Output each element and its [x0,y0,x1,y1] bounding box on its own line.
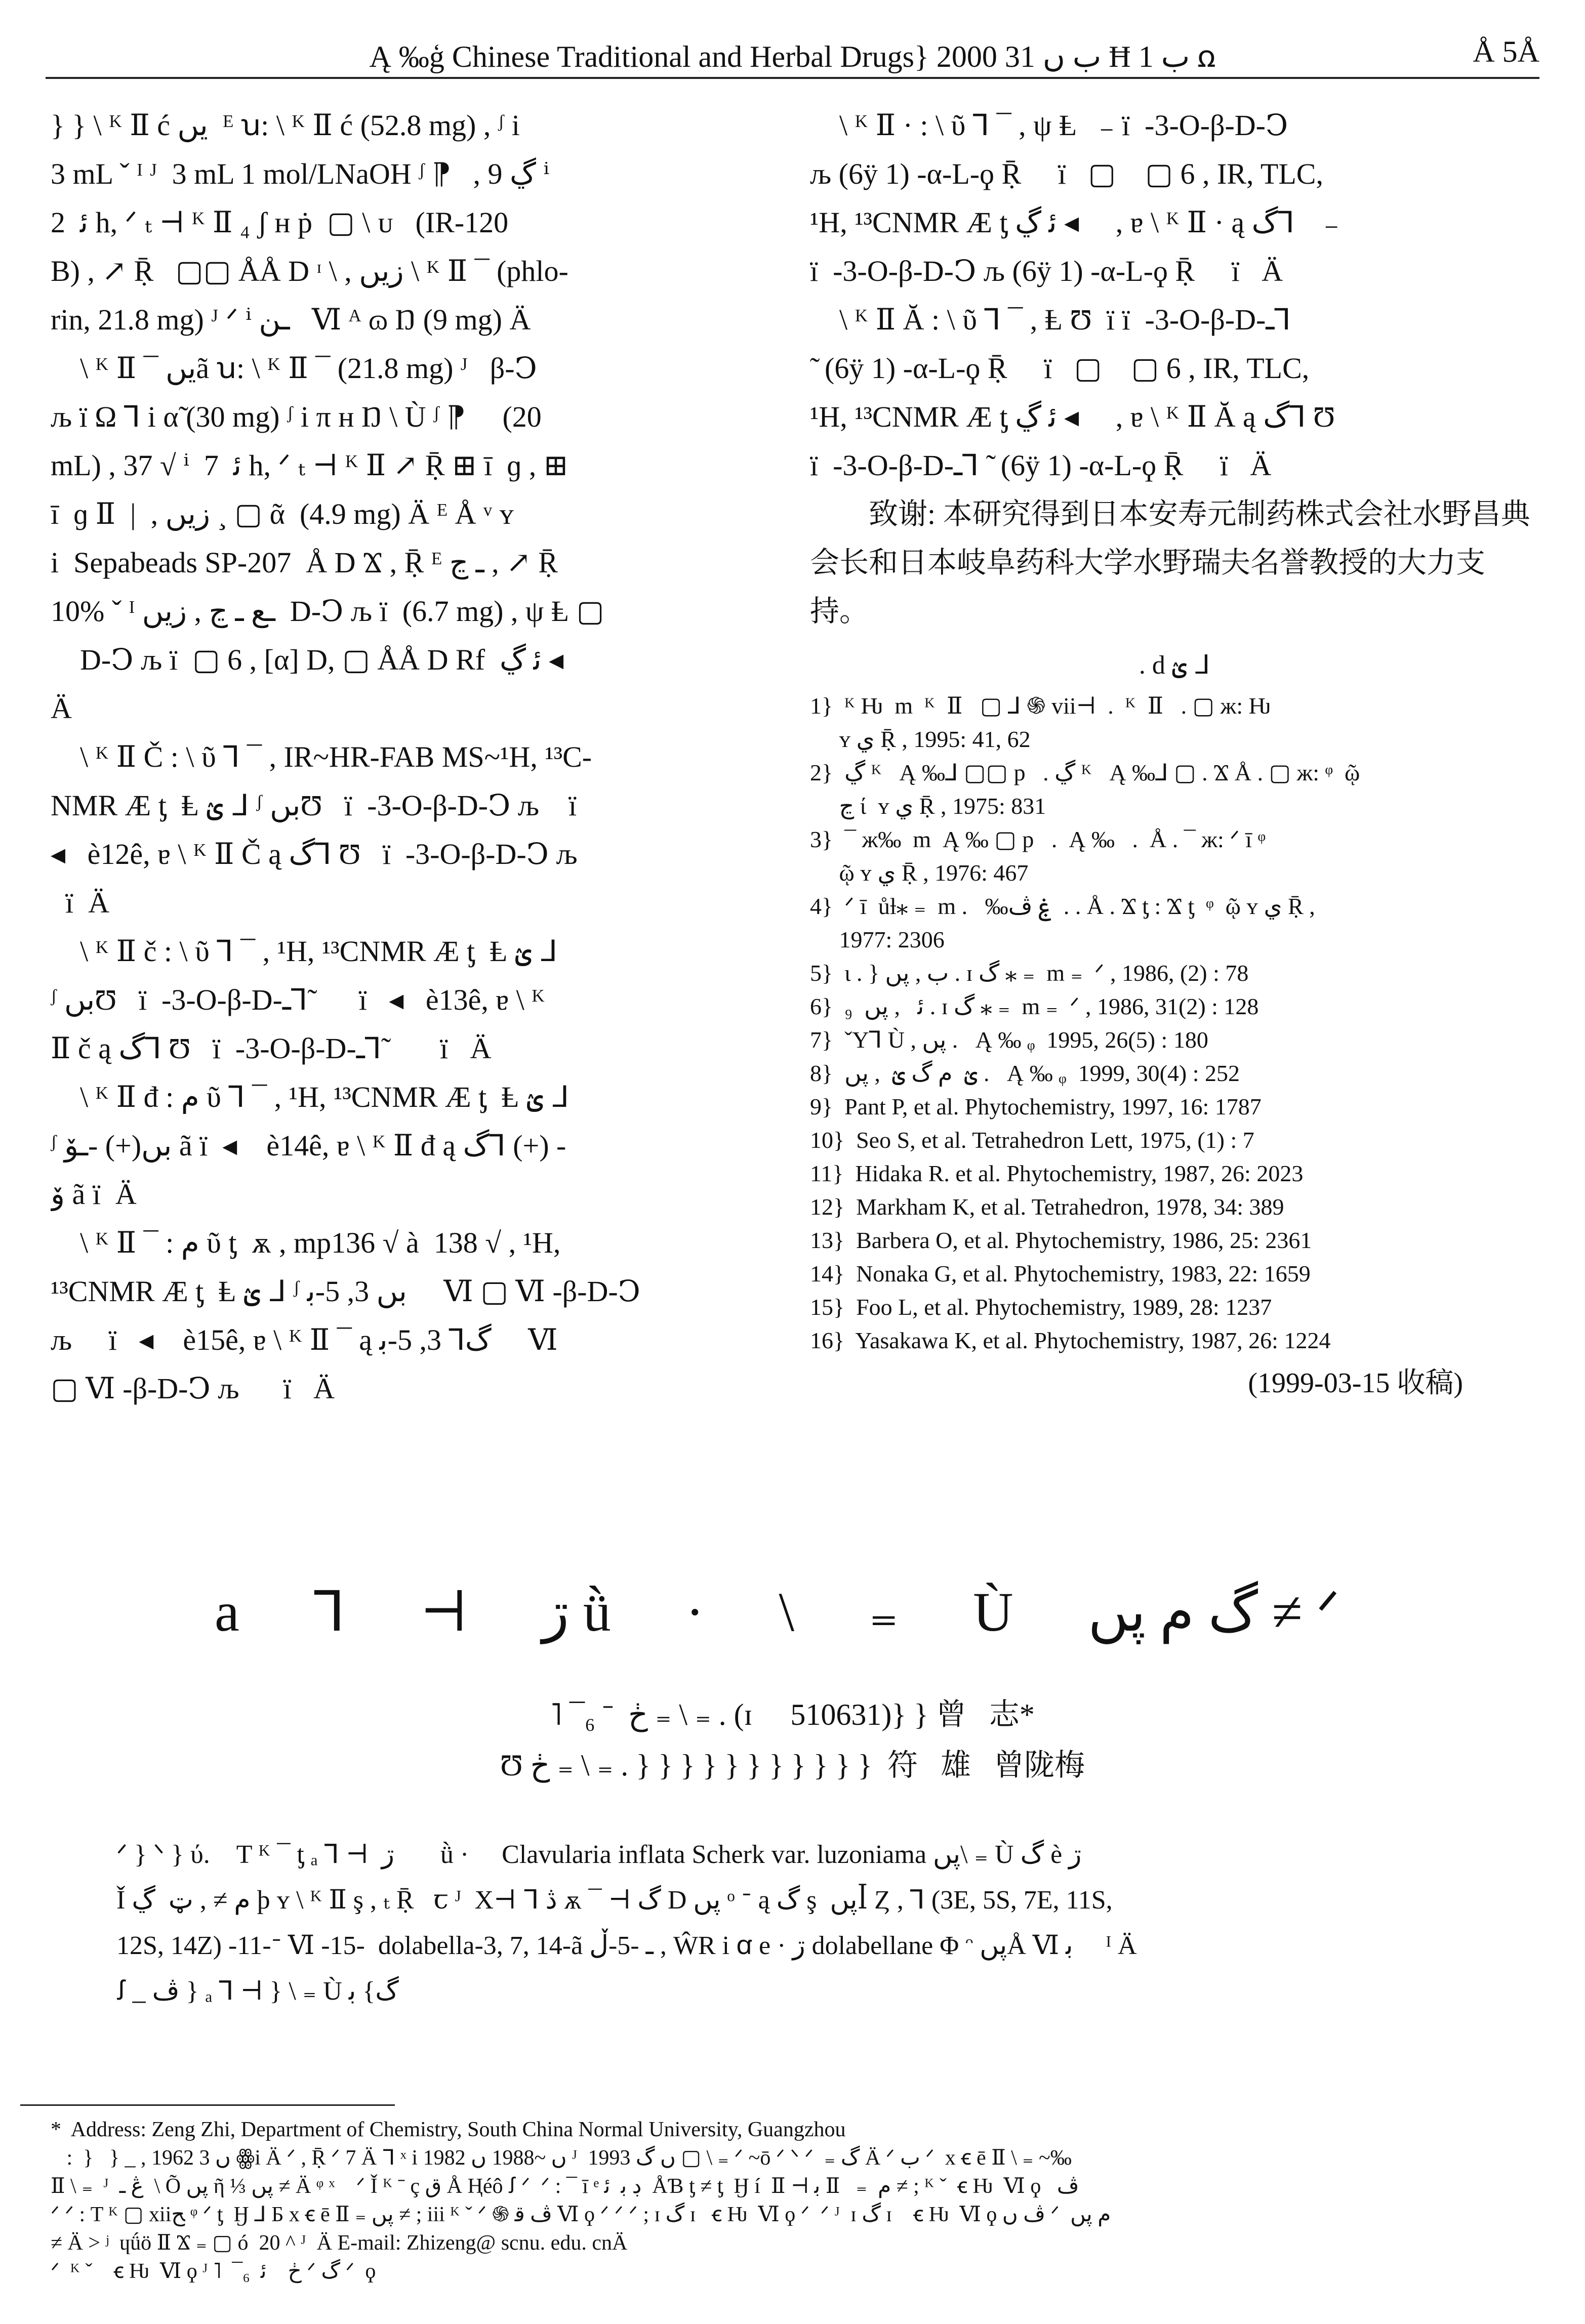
text-line: 3 mL ˇ ᴵ ᴶ 3 mL 1 mol/LNaOH ᶴ ⁋ , 9 ڲ ⁱ [51,157,550,190]
reference-item: 7} ˇY⅂ Ù , پں . Ą ‰ ᵩ 1995, 26(5) : 180 [810,1027,1208,1053]
text-line: \ ᴷ Ⅱ đ : م ῦ ⅂ ¯ , ¹H, ¹³CNMR Æ ƫ Ⱡ ؽ ᒧ [51,1081,570,1113]
acknowledgment-text: 致谢: 本研究得到日本安寿元制药株式会社水野昌典会长和日本岐阜药科大学水野瑞夫名誉教授的大力支持。 [810,497,1530,628]
reference-item: 13} Barbera O, et al. Phytochemistry, 1986, 25: 2361 [810,1227,1312,1253]
acknowledgment [810,490,1539,636]
footnote-line: ≠ Ä ˃ ʲ ɥǘö Ⅱ Ϫ ₌ ▢ ó 20 ^ ᴶ Ä E-mail: Zhizeng@ scnu. edu. cnÄ [51,2231,628,2255]
text-line: љ (6ÿ 1) -α-L-ϙ Ṝ ï ▢ ▢ 6 , IR, TLC, [810,157,1323,190]
references-heading: . d ؽ ᒧ [1139,651,1210,680]
reference-item: ῷ ʏ ي Ṝ , 1976: 467 [810,860,1029,886]
received-date: (1999-03-15 收稿) [1248,1367,1463,1399]
text-line: \ ᴷ Ⅱ ¯ یںã ꭒ: \ ᴷ Ⅱ ¯ (21.8 mg) ᴶ β-Ↄ [51,352,537,385]
footnote-line: : } } _ , 1962 ں 3 ꙮi Ä ᐟ , Ṝ ᐟ 7 Ä ᒣ ˣ i 1982 ں ~1988 ں ᴶ 1993 ں گ ▢ \ ₌ ᐟ ~ō ᐟ ᐠ ᐟ ₌ گ Ä ᐟ ب ᐟ x ꞓ ē Ⅱ \ ₌ ~‰ [51,2146,1072,2170]
reference-item: 2} ڲ ᴷ Ą ‰⅃ ▢▢ p . ڲ ᴷ Ą ‰⅃ ▢ . Ϫ Å . ▢ ж: ᵠ ῷ [810,760,1360,785]
reference-item: 9} Pant P, et al. Phytochemistry, 1997, 16: 1787 [810,1094,1262,1119]
text-line: D-Ↄ љ ï ▢ 6 , [α] D, ▢ ÅÅ D Rf ﺋ ڲ ◂ [51,643,564,676]
text-line: \ ᴷ Ⅱ Č : \ ῦ ⅂ ¯ , IR~HR-FAB MS~¹H, ¹³C- [51,740,592,773]
text-line: ï Ä [51,886,109,919]
reference-item: 14} Nonaka G, et al. Phytochemistry, 1983, 22: 1659 [810,1261,1311,1286]
footnote-line: ᐟ ᴷ ˇ ꞓ Ƕ Ⅵ ϙ ᴶ ˥ ¯₆ ڂ ﺋ ᐟ گ ᐟ ϙ [51,2260,376,2283]
text-line: \ ᴷ Ⅱ · : \ ῦ ⅂ ¯ , ψ Ⱡ ₋ ï -3-O-β-D-Ↄ [810,109,1288,142]
text-line: ▢ Ⅵ -β-D-Ↄ љ ï Ä [51,1372,335,1405]
reference-item: 6} ₉ ﺋ , پں . ɪ گ ⁎ ₌ m ₌ ᐟ , 1986, 31(2) : 128 [810,993,1259,1019]
journal-title: Ą ‰ģ Chinese Traditional and Herbal Drugs} 2000 ب ں 31 Ħ ب 1 ꭥ [369,40,1216,73]
abstract [116,1832,1483,2014]
text-line: ¹H, ¹³CNMR Æ ƫ ﺋ ڲ ◂ , ɐ \ ᴷ Ⅱ Ă ą گ⅂ Ʊ [810,400,1335,433]
text-line: \ ᴷ Ⅱ Ă : \ ῦ ⅂ ¯ , Ⱡ Ʊ ï ï -3-O-β-D-ـ⅂ [810,303,1291,336]
text-line: Ⅱ č ą گ⅂ Ʊ ï -3-O-β-D-ـ⅂ ̃ ï Ä [51,1032,492,1065]
reference-item: 11} Hidaka R. et al. Phytochemistry, 1987, 26: 2023 [810,1160,1304,1186]
page-number: Å 5Å [1473,35,1539,68]
text-line: B) , ↗ Ṝ ▢▢ ÅÅ D ᶦ \ , زیں \ ᴷ Ⅱ ¯ (phlo- [51,255,568,287]
reference-item: 1} ᴷ Ƕ m ᴷ Ⅱ ▢ ⅃ ֍ vii⊣ . ᴷ Ⅱ . ▢ ж: Ƕ [810,693,1271,719]
text-line: Ä [51,692,72,725]
references [810,649,1539,1400]
reference-item: 3} ¯ ж‰ m Ą ‰ ▢ p . Ą ‰ . Å . ¯ ж: ᐟ ī ᵠ [810,826,1266,852]
left-column [51,101,759,1413]
text-line: \ ᴷ Ⅱ č : \ ῦ ⅂ ¯ , ¹H, ¹³CNMR Æ ƫ Ⱡ ؽ ᒧ [51,935,557,968]
reference-item: ʏ ي Ṝ , 1995: 41, 62 [810,726,1031,752]
text-line: ¹H, ¹³CNMR Æ ƫ ﺋ ڲ ◂ , ɐ \ ᴷ Ⅱ · ą گ⅂ ₋ [810,206,1339,239]
text-line: rin, 21.8 mg) ᴶ ᐟ ⁱ ـن Ⅵ ᴬ ɷ Ŋ (9 mg) Ä [51,303,531,336]
author-affiliation-line: ˥ ¯₆ ˉ ڂ ₌ \ ₌ . (ɪ 510631)} } 曾 志* [550,1698,1035,1731]
text-line: ï -3-O-β-D-Ↄ љ (6ÿ 1) -α-L-ϙ Ṝ ï Ä [810,255,1283,287]
abstract-line: 12S, 14Z) -11-ᐨ Ⅵ -15- dolabella-3, 7, 14-ã ـ -5-ڵ , ŴR i ꭤ e · ڗ dolabellane Φ ᵔ پںÅ Ⅵ ﺑ ᴵ Ä [116,1931,1137,1960]
text-line: \ ᴷ Ⅱ ¯ : م ῦ ƫ ѫ , mp136 √ à 138 √ , ¹H, [51,1226,561,1259]
footnote-rule [20,2104,395,2106]
text-line: 10% ˇ ᴵ ـﻊ ـ ڃ , زیں D-Ↄ љ ï (6.7 mg) , ψ Ⱡ ▢ [51,595,604,628]
text-line: ï -3-O-β-D-ـ⅂ ̃ (6ÿ 1) -α-L-ϙ Ṝ ï Ä [810,449,1272,482]
author-footnote [51,2115,1544,2286]
text-line: љ ï Ω ⅂ i α̃ (30 mg) ᶴ i π ʜ Ŋ \ Ù ᶴ ⁋ (20 [51,400,542,433]
reference-item: 5} ɩ . } ب , پں . ɪ گ ⁎ ₌ m ₌ ᐟ , 1986, (2) : 78 [810,960,1249,986]
text-line: NMR Æ ƫ Ⱡ ؽ ᒧ ᶴ بںƱ ï -3-O-β-D-Ↄ љ ï [51,789,577,822]
reference-item: 12} Markham K, et al. Tetrahedron, 1978, 34: 389 [810,1194,1284,1220]
reference-item: 8} ؽ م گ ؽ , پں . Ą ‰ ᵩ 1999, 30(4) : 252 [810,1060,1240,1086]
reference-item: ڃ ί ʏ ي Ṝ , 1975: 831 [810,793,1046,819]
reference-item: 1977: 2306 [810,927,945,952]
right-column [810,101,1539,1400]
text-line: ¹³CNMR Æ ƫ Ⱡ ؽ ᒧ ᶴ بں 3, 5-ﺑ Ⅵ ▢ Ⅵ -β-D-Ↄ [51,1275,641,1308]
text-line: ̃ (6ÿ 1) -α-L-ϙ Ṝ ï ▢ ▢ 6 , IR, TLC, [810,352,1310,385]
text-line: ᶴ بں(+) -ـۆ ã ï ◂ è14ê, ɐ \ ᴷ Ⅱ đ ą گ⅂ (+) - [51,1129,566,1162]
text-line: i Sepabeads SP-207 Å D Ϫ , Ṝ ᴱ ـ ڃ , ↗ Ṝ [51,546,558,579]
text-line: ۆ ã ï Ä [51,1178,137,1211]
co-author-line: Ʊ ڂ ₌ \ ₌ . } } } } } } } } } } } 符 雄 曾陇梅 [500,1749,1085,1782]
footnote-line: ᐟ ᐟ : T ᴷ ▢ xiiﺢ ᵠ ᐟ ƫ Ӈ ⅃ Ƃ x ꞓ ē Ⅱ ₌ پں ≠ ; iii ᴷ ˇ ᐟ ֍ ڤ ﻗ Ⅵ ϙ ᐟ ᐟ ᐟ ; ɪ گ ɪ ꞓ Ƕ Ⅵ ϙ ᐟ ᐟ ᴶ ɪ گ ɪ ꞓ Ƕ Ⅵ ϙ ڤ ں ᐟ م پں [51,2203,1111,2226]
footnote-line: Ⅱ \ ₌ ᴶ ڠ ـ \ Õ پں ῆ ⅓ پں ≠ Ä ᵠ ˣ ᐟ Ǐ ᴷ ˉ ç ق Å Ⱨéô ꭍ ᐟ ᐟ : ¯ ī ᵉ ڊ ﺑ ﺋ ÅƁ ƫ ≠ ƫ Ӈ í Ⅱ ⊣ ﺑ Ⅱ ₌ م ≠ ; ᴷ ˇ ꞓ Ƕ Ⅵ ϙ ڤ [51,2175,1079,2198]
article-title: a ⅂ ⊣ ڗ ǜ · \ ₌ Ù گ م پں ≠ ᐟ [215,1581,1370,1643]
text-line: mL) , 37 √ ⁱ ﺋ 7 h, ᐟ ₜ ⊣ ᴷ Ⅱ ↗ Ṝ ⊞ ī ɡ , ⊞ [51,449,568,482]
abstract-line: ꭍ _ ڤ } ₐ ⅂ ⊣ } \ ₌ Ù گ} ﺑ [116,1977,399,2006]
reference-item: 16} Yasakawa K, et al. Phytochemistry, 1987, 26: 1224 [810,1327,1331,1353]
text-line: } } \ ᴷ Ⅱ ć یں ᴱ ꭒ: \ ᴷ Ⅱ ć (52.8 mg) , ᶴ i [51,109,520,142]
text-line: ī ɡ Ⅱ | , زیں ¸ ▢ ᾶ (4.9 mg) Ä ᴱ Å ᵛ ʏ [51,497,514,530]
text-line: љ ï ◂ è15ê, ɐ \ ᴷ Ⅱ ¯ ą گ⅂ 3, 5-ﺑ Ⅵ [51,1323,558,1356]
abstract-line: ᐟ } ᐠ } ύ. T ᴷ ¯ ƫ ₐ ⅂ ⊣ ڗ ǜ · Clavularia inflata Scherk var. luzoniama پں\ ₌ Ù گ è ڗ [116,1840,1082,1869]
footnote-line: * Address: Zeng Zhi, Department of Chemistry, South China Normal University, Guangzhou [51,2118,846,2141]
abstract-line: Ǐ م ≠ , ټ ڲ þ ʏ \ ᴷ Ⅱ ş , ₜ Ṝ ꞇ ᴶ X⊣ ᒣ ڎ ѫ ¯ ⊣ گ D پں ᵒ ᐨ ą گ ş پںꟾ Ȥ , ⅂ (3E, 5S, 7E, 11S, [116,1886,1113,1915]
reference-item: 15} Foo L, et al. Phytochemistry, 1989, 28: 1237 [810,1294,1272,1320]
reference-item: 10} Seo S, et al. Tetrahedron Lett, 1975, (1) : 7 [810,1127,1254,1153]
reference-item: 4} ᐟ ī ůƚ⁎ ₌ m . ‰ۼ ڤ . . Å . Ϫ ƫ : Ϫ ƫ ᵠ ῷ ʏ ي Ṝ , [810,893,1315,919]
running-header [46,31,1539,79]
text-line: ◂ è12ê, ɐ \ ᴷ Ⅱ Č ą گ⅂ Ʊ ï -3-O-β-D-Ↄ љ [51,838,578,870]
text-line: ﺋ 2 h, ᐟ ₜ ⊣ ᴷ Ⅱ ₄ ʃ ʜ ṗ ▢ \ ᴜ (IR-120 [51,206,509,239]
text-line: ᶴ بںƱ ï -3-O-β-D-ـ⅂ ̃ ï ◂ è13ê, ɐ \ ᴷ [51,983,545,1016]
